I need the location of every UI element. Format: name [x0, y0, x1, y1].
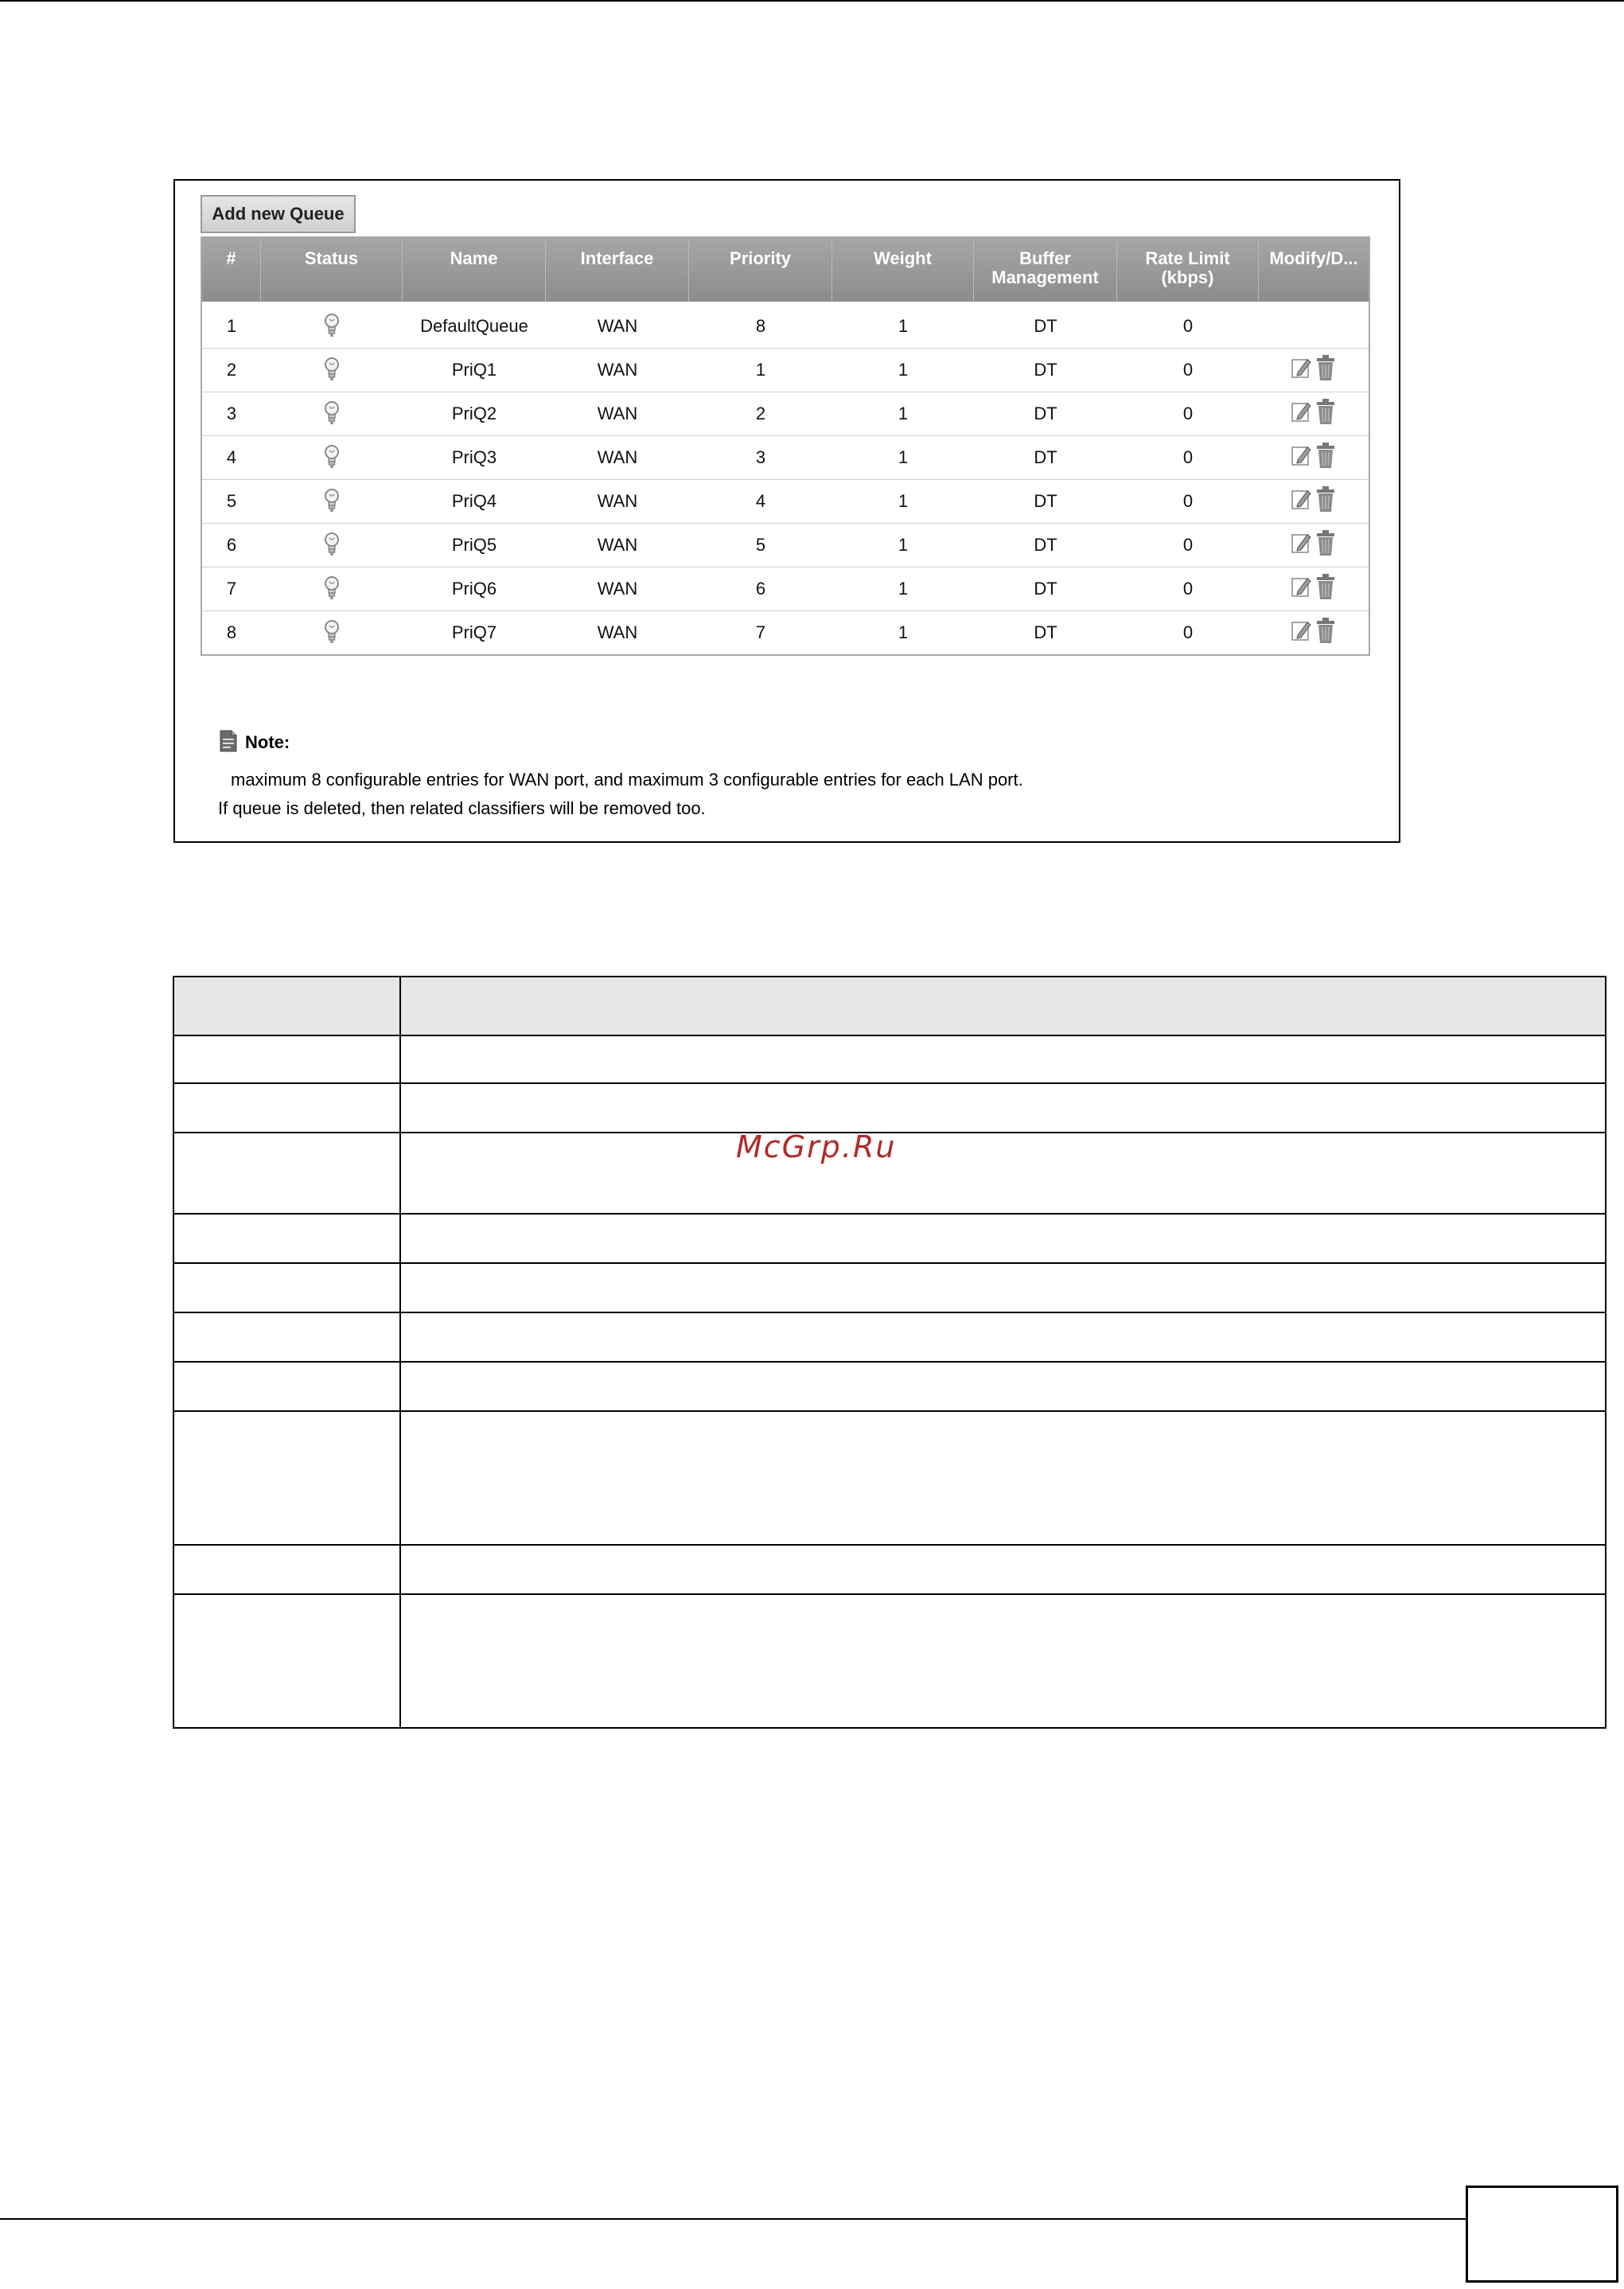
table-row: [202, 610, 1369, 654]
note-text-line-1: maximum 8 configurable entries for WAN port, and maximum 3 configurable entries for each LAN port.: [231, 770, 1023, 790]
rate-limit-cell: 0: [1182, 535, 1194, 555]
interface-cell: WAN: [597, 447, 638, 467]
status-bulb-icon: [324, 357, 340, 384]
edit-icon[interactable]: [1291, 400, 1312, 427]
description-row: [174, 1262, 1605, 1312]
weight-cell: 1: [898, 360, 909, 380]
weight-cell: 1: [898, 579, 909, 599]
modify-delete-cell: [1259, 349, 1369, 392]
interface-cell: WAN: [597, 404, 638, 423]
column-header-label: Management: [991, 267, 1099, 287]
delete-icon[interactable]: [1315, 398, 1336, 430]
rate-limit-cell: 0: [1182, 579, 1194, 599]
top-rule: [0, 0, 1624, 2]
column-header: [202, 238, 261, 302]
buffer-cell: DT: [1034, 360, 1057, 380]
add-new-queue-button[interactable]: Add new Queue: [201, 195, 356, 233]
name-cell: PriQ1: [451, 360, 497, 380]
priority-cell: 6: [755, 579, 766, 599]
buffer-cell: DT: [1034, 622, 1057, 642]
description-table-header: [174, 977, 1605, 1035]
interface-cell: WAN: [597, 316, 638, 336]
index-cell: 4: [226, 447, 237, 467]
description-row: [174, 1593, 1605, 1727]
queue-table: [201, 236, 1370, 656]
interface-cell: WAN: [597, 535, 638, 555]
buffer-cell: DT: [1034, 316, 1057, 336]
table-row: [202, 392, 1369, 435]
column-header-label: Priority: [729, 248, 792, 268]
interface-cell: WAN: [597, 491, 638, 511]
buffer-cell: DT: [1034, 447, 1057, 467]
edit-icon[interactable]: [1291, 619, 1312, 646]
priority-cell: 5: [755, 535, 766, 555]
note-icon: [220, 730, 237, 752]
column-header-label: Weight: [874, 248, 932, 268]
description-row: [174, 1035, 1605, 1082]
status-cell: [261, 436, 403, 479]
column-header: [1259, 238, 1369, 302]
description-row: [174, 1213, 1605, 1262]
name-cell: PriQ6: [451, 579, 497, 599]
buffer-cell: DT: [1034, 404, 1057, 423]
status-cell: [261, 305, 403, 348]
column-header: [546, 238, 689, 302]
status-bulb-icon: [324, 444, 340, 471]
column-header: [1117, 238, 1259, 302]
index-cell: 1: [226, 316, 237, 336]
priority-cell: 3: [755, 447, 766, 467]
footer-rule: [0, 2218, 1466, 2220]
description-row: [174, 1361, 1605, 1410]
edit-icon[interactable]: [1291, 444, 1312, 471]
column-header-label: Status: [304, 248, 359, 268]
modify-delete-cell: [1259, 611, 1369, 654]
table-row: [202, 348, 1369, 392]
index-cell: 6: [226, 535, 237, 555]
column-header-label: Rate Limit: [1145, 248, 1230, 268]
index-cell: 7: [226, 579, 237, 599]
weight-cell: 1: [898, 447, 909, 467]
edit-icon[interactable]: [1291, 575, 1312, 602]
table-row: [202, 479, 1369, 523]
delete-icon[interactable]: [1315, 617, 1336, 649]
priority-cell: 1: [755, 360, 766, 380]
delete-icon[interactable]: [1315, 442, 1336, 474]
column-header: [689, 238, 832, 302]
column-header-label: Modify/D...: [1269, 248, 1358, 268]
interface-cell: WAN: [597, 360, 638, 380]
weight-cell: 1: [898, 491, 909, 511]
rate-limit-cell: 0: [1182, 360, 1194, 380]
column-header-label: Interface: [580, 248, 654, 268]
name-cell: PriQ2: [451, 404, 497, 423]
buffer-cell: DT: [1034, 491, 1057, 511]
interface-cell: WAN: [597, 622, 638, 642]
index-cell: 8: [226, 622, 237, 642]
priority-cell: 4: [755, 491, 766, 511]
status-bulb-icon: [324, 575, 340, 602]
description-row: [174, 1410, 1605, 1544]
modify-delete-cell: [1259, 305, 1369, 348]
modify-delete-cell: [1259, 524, 1369, 567]
weight-cell: 1: [898, 622, 909, 642]
buffer-cell: DT: [1034, 535, 1057, 555]
name-cell: DefaultQueue: [420, 316, 528, 336]
delete-icon[interactable]: [1315, 573, 1336, 605]
rate-limit-cell: 0: [1182, 404, 1194, 423]
column-header-label: (kbps): [1161, 267, 1214, 287]
priority-cell: 7: [755, 622, 766, 642]
name-cell: PriQ3: [451, 447, 497, 467]
status-cell: [261, 392, 403, 435]
buffer-cell: DT: [1034, 579, 1057, 599]
queue-table-header: [202, 238, 1369, 302]
index-cell: 3: [226, 404, 237, 423]
index-cell: 2: [226, 360, 237, 380]
description-row: [174, 1544, 1605, 1593]
status-cell: [261, 480, 403, 523]
priority-cell: 2: [755, 404, 766, 423]
status-bulb-icon: [324, 532, 340, 559]
edit-icon[interactable]: [1291, 532, 1312, 559]
index-cell: 5: [226, 491, 237, 511]
column-header-label: Buffer: [1019, 248, 1071, 268]
column-header: [974, 238, 1117, 302]
status-bulb-icon: [324, 619, 340, 646]
status-bulb-icon: [324, 400, 340, 427]
modify-delete-cell: [1259, 436, 1369, 479]
rate-limit-cell: 0: [1182, 316, 1194, 336]
delete-icon[interactable]: [1315, 485, 1336, 517]
column-header-label: #: [226, 248, 236, 268]
table-row: [202, 435, 1369, 479]
status-bulb-icon: [324, 313, 340, 340]
rate-limit-cell: 0: [1182, 447, 1194, 467]
watermark-text: McGrp.Ru: [736, 1129, 897, 1164]
priority-cell: 8: [755, 316, 766, 336]
description-table: [173, 976, 1606, 1729]
modify-delete-cell: [1259, 480, 1369, 523]
page-number-box: [1466, 2186, 1618, 2283]
weight-cell: 1: [898, 404, 909, 423]
status-cell: [261, 611, 403, 654]
column-header: [832, 238, 974, 302]
note-text-line-2: If queue is deleted, then related classifiers will be removed too.: [218, 798, 706, 818]
column-header: [261, 238, 403, 302]
name-cell: PriQ7: [451, 622, 497, 642]
weight-cell: 1: [898, 316, 909, 336]
status-cell: [261, 524, 403, 567]
rate-limit-cell: 0: [1182, 622, 1194, 642]
column-header: [403, 238, 546, 302]
weight-cell: 1: [898, 535, 909, 555]
table-row: [202, 523, 1369, 567]
interface-cell: WAN: [597, 579, 638, 599]
name-cell: PriQ5: [451, 535, 497, 555]
rate-limit-cell: 0: [1182, 491, 1194, 511]
status-cell: [261, 349, 403, 392]
delete-icon[interactable]: [1315, 354, 1336, 386]
table-row: [202, 567, 1369, 610]
modify-delete-cell: [1259, 392, 1369, 435]
description-row: [174, 1082, 1605, 1132]
edit-icon[interactable]: [1291, 357, 1312, 384]
column-header-label: Name: [450, 248, 498, 268]
status-cell: [261, 567, 403, 610]
queue-table-body: [202, 305, 1369, 654]
name-cell: PriQ4: [451, 491, 497, 511]
delete-icon[interactable]: [1315, 529, 1336, 561]
modify-delete-cell: [1259, 567, 1369, 610]
status-bulb-icon: [324, 488, 340, 515]
edit-icon[interactable]: [1291, 488, 1312, 515]
note-title: Note:: [245, 732, 290, 752]
description-row: [174, 1312, 1605, 1361]
table-row: [202, 305, 1369, 348]
queue-setup-screenshot: [173, 179, 1400, 843]
